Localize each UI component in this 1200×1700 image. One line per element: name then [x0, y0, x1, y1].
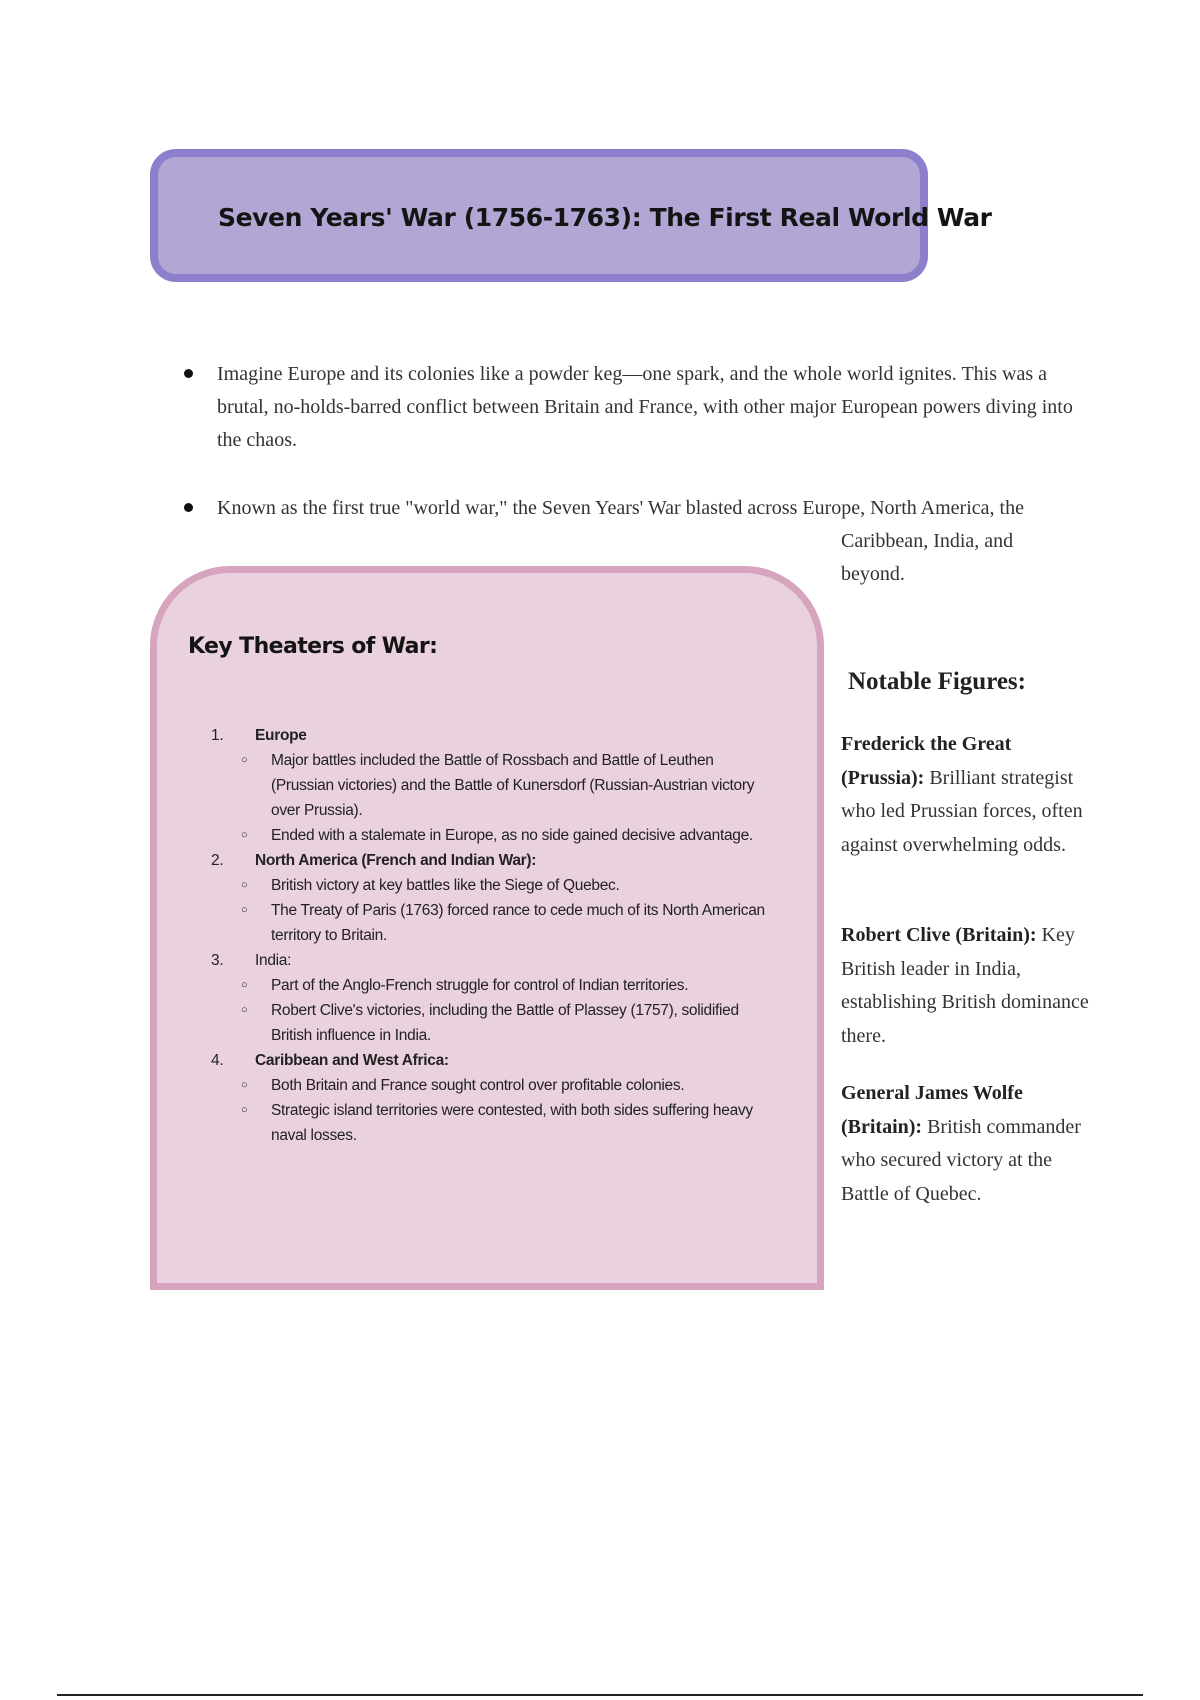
circle-bullet-icon: ○	[241, 904, 248, 916]
sub-item-text: Part of the Anglo-French struggle for control of Indian territories.	[271, 977, 689, 994]
bullet-dot	[184, 369, 193, 378]
intro-bullet: Known as the first true "world war," the Seven Years' War blasted across Europe, North America, the	[217, 497, 1024, 519]
sub-item-text: Robert Clive's victories, including the Battle of Plassey (1757), solidified British influence in India.	[271, 1002, 739, 1044]
notable-figures-heading: Notable Figures:	[848, 668, 1026, 695]
sub-item	[211, 1073, 771, 1098]
theater-item	[211, 1048, 771, 1073]
circle-bullet-icon: ○	[241, 879, 248, 891]
sub-item-text: Strategic island territories were contested, with both sides suffering heavy naval losses.	[271, 1102, 753, 1144]
item-number: 1.	[211, 727, 224, 744]
item-number: 4.	[211, 1052, 224, 1069]
title-banner	[150, 149, 992, 282]
sub-item-text: Both Britain and France sought control over profitable colonies.	[271, 1077, 685, 1094]
sub-item	[211, 973, 771, 998]
figure-name: Frederick the Great (Prussia):	[841, 733, 1012, 789]
circle-bullet-icon: ○	[241, 1004, 248, 1016]
circle-bullet-icon: ○	[241, 829, 248, 841]
sub-item	[211, 873, 771, 898]
figure-name: Robert Clive (Britain):	[841, 924, 1037, 946]
page-title: Seven Years' War (1756-1763): The First Real World War	[218, 203, 992, 232]
circle-bullet-icon: ○	[241, 979, 248, 991]
sub-item	[211, 1098, 771, 1148]
item-title: Caribbean and West Africa:	[255, 1052, 449, 1069]
sub-item-text: British victory at key battles like the Siege of Quebec.	[271, 877, 620, 894]
sub-item-text: Ended with a stalemate in Europe, as no side gained decisive advantage.	[271, 827, 753, 844]
figure-entry	[841, 728, 1091, 862]
sub-item	[211, 998, 771, 1048]
intro-bullet: Imagine Europe and its colonies like a powder keg—one spark, and the whole world ignites. This was a brutal, no-holds-barred conflict between Britain and France, with other major European powers diving into the chaos.	[217, 363, 1073, 451]
sub-item	[211, 748, 771, 823]
item-title: India:	[255, 952, 292, 969]
figure-description: Key British leader in India, establishing British dominance there.	[841, 924, 1089, 1047]
item-title: North America (French and Indian War):	[255, 852, 537, 869]
theater-item	[211, 848, 771, 873]
sub-item-text: The Treaty of Paris (1763) forced rance to cede much of its North American territory to Britain.	[271, 902, 765, 944]
intro-bullet-continuation: Caribbean, India, and beyond.	[841, 530, 1014, 585]
bullet-dot	[184, 503, 193, 512]
sub-item-text: Major battles included the Battle of Rossbach and Battle of Leuthen (Prussian victories) and the Battle of Kunersdorf (Russian-Austrian victory over Prussia).	[271, 752, 755, 819]
circle-bullet-icon: ○	[241, 1079, 248, 1091]
figure-description: British commander who secured victory at the Battle of Quebec.	[841, 1115, 1081, 1205]
circle-bullet-icon: ○	[241, 1104, 248, 1116]
item-number: 2.	[211, 852, 224, 869]
theater-item	[211, 723, 771, 748]
theaters-list	[211, 723, 771, 1148]
sub-item	[211, 823, 771, 848]
sub-item	[211, 898, 771, 948]
figure-name: General James Wolfe (Britain):	[841, 1082, 1023, 1138]
page-divider	[57, 1694, 1143, 1696]
figure-description: Brilliant strategist who led Prussian forces, often against overwhelming odds.	[841, 766, 1083, 856]
figure-entry	[841, 919, 1091, 1053]
theater-item	[211, 948, 771, 973]
figure-entry	[841, 1077, 1091, 1211]
theaters-heading: Key Theaters of War:	[188, 634, 438, 659]
item-title: Europe	[255, 727, 307, 744]
circle-bullet-icon: ○	[241, 754, 248, 766]
item-number: 3.	[211, 952, 224, 969]
